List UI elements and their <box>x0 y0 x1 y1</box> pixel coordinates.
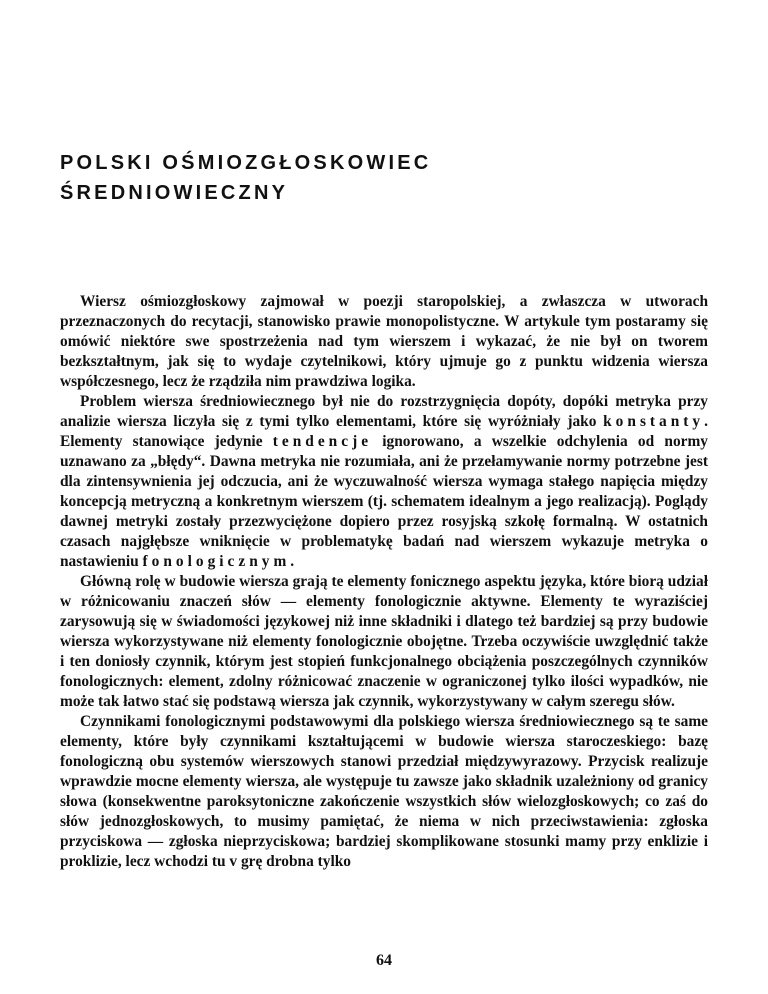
spaced-emphasis-text: konstanty <box>603 413 705 430</box>
spaced-emphasis-text: tendencje <box>272 433 373 450</box>
chapter-title <box>60 148 700 208</box>
paragraph <box>60 712 708 872</box>
body-text <box>60 292 708 872</box>
paragraph-text: Problem wiersza średniowiecznego był nie do rozstrzygnięcia dopóty, dopóki metryka przy analizie wiersza liczyła się z tymi tylko elementami, które się wyróżniały jako <box>60 393 708 430</box>
paragraph <box>60 392 708 572</box>
spaced-emphasis-text: fonologicznym <box>142 553 291 570</box>
paragraph-text: Czynnikami fonologicznymi podstawowymi dla polskiego wiersza średniowiecznego są te same elementy, które były czynnikami kształtującemi w budowie wiersza staroczeskiego: bazę fonologiczną obu systemów wierszowych stanowi przedział międzywyrazowy. Przycisk realizuje wprawdzie mocne elementy wiersza, ale występuje tu zawsze jako składnik uzależniony od granicy słowa (konsekwentne paroksytoniczne zakończenie wszystkich słów wielozgłoskowych; co zaś do słów jednozgłoskowych, to musimy pamiętać, że niema w nich przeciwstawienia: zgłoska przyciskowa — zgłoska nieprzyciskowa; bardziej skomplikowane stosunki mamy przy enklizie i proklizie, lecz wchodzi tu v grę drobna tylko <box>60 713 708 870</box>
paragraph-text: . Elementy stanowiące jedynie <box>60 413 708 450</box>
paragraph-text: . <box>290 553 295 570</box>
paragraph-text: Wiersz ośmiozgłoskowy zajmował w poezji staropolskiej, a zwłaszcza w utworach przeznaczonych do recytacji, stanowisko prawie monopolistyczne. W artykule tym postaramy się omówić niektóre swe spostrzeżenia nad tym wierszem i wykazać, że nie był on tworem bezkształtnym, jak się to wydaje czytelnikowi, który ujmuje go z punktu widzenia wiersza współczesnego, lecz że rządziła nim prawdziwa logika. <box>60 293 708 390</box>
paragraph <box>60 572 708 712</box>
page-number: 64 <box>376 952 392 969</box>
paragraph <box>60 292 708 392</box>
chapter-title-line-1: POLSKI OŚMIOZGŁOSKOWIEC <box>60 152 432 174</box>
paragraph-text: Główną rolę w budowie wiersza grają te elementy fonicznego aspektu języka, które biorą udział w różnicowaniu znaczeń słów — elementy fonologicznie aktywne. Elementy te wyraziściej zarysowują się w świadomości językowej niż inne składniki i dlatego też bardziej są przy budowie wiersza wykorzystywane niż elementy fonologicznie obojętne. Trzeba oczywiście uwzględnić także i ten doniosły czynnik, którym jest stopień funkcjonalnego obciążenia poszczególnych czynników fonologicznych: element, zdolny różnicować znaczenie w ograniczonej tylko ilości wypadków, nie może tak łatwo stać się podstawą wiersza jak czynnik, wykorzystywany w całym szeregu słów. <box>60 573 708 710</box>
chapter-title-line-2: ŚREDNIOWIECZNY <box>60 182 289 204</box>
paragraph-text: ignorowano, a wszelkie odchylenia od normy uznawano za „błędy“. Dawna metryka nie rozumiała, ani że przełamywanie normy potrzebne jest dla zintensywnienia jej odczucia, ani że wyczuwalność wiersza wymaga stałego napięcia między koncepcją metryczną a konkretnym wierszem (tj. schematem idealnym a jego realizacją). Poglądy dawnej metryki zostały przezwyciężone dopiero przez rosyjską szkołę formalną. W ostatnich czasach najgłębsze wniknięcie w problematykę badań nad wierszem wykazuje metryka o nastawieniu <box>60 433 708 570</box>
